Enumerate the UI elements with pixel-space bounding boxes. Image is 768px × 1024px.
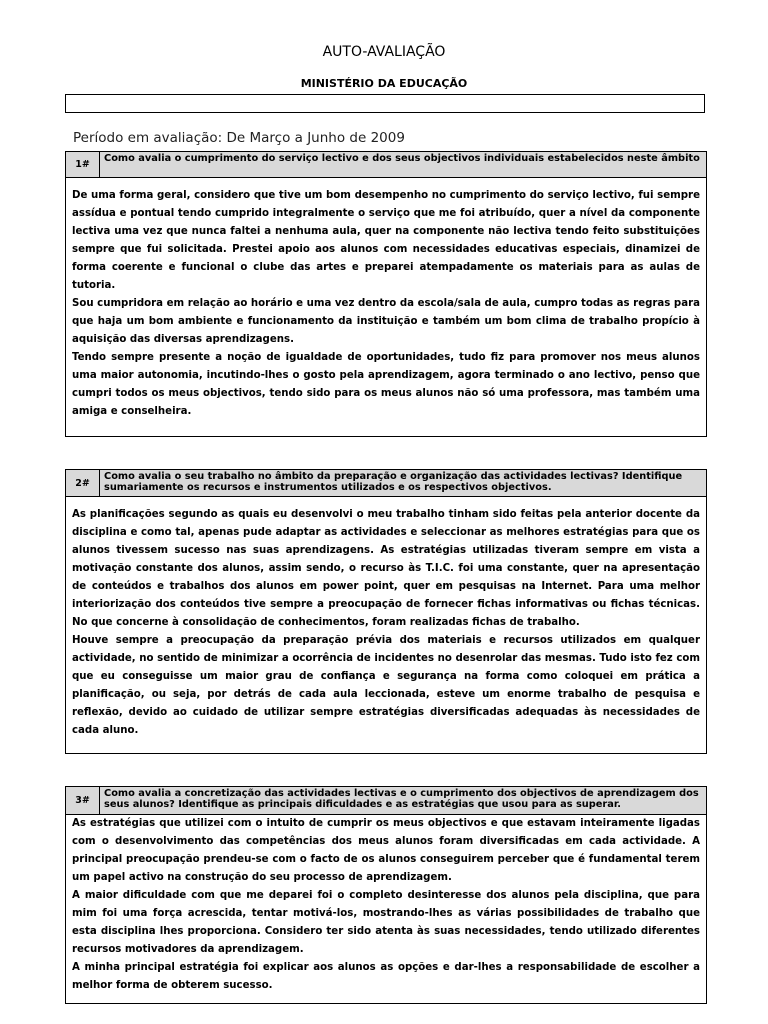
answer-paragraph: Houve sempre a preocupação da preparação prévia dos materiais e recursos utilizados em qualquer actividade, no sentido de minimizar a ocorrência de incidentes no desenrolar das mesmas. Tudo isto fez com que eu conseguisse um maior grau de confiança e segurança na forma como coloquei em prática a planificação, ou seja, por detrás de cada aula leccionada, esteve um enorme trabalho de pesquisa e reflexão, devido ao cuidado de utilizar sempre estratégias diversificadas adequadas às necessidades de cada aluno.	[72, 635, 700, 736]
section-1	[65, 151, 707, 437]
ministry-heading: MINISTÉRIO DA EDUCAÇÃO	[300, 77, 468, 90]
question-header	[66, 787, 706, 815]
question-text: Como avalia a concretização das actividades lectivas e o cumprimento dos objectivos de aprendizagem dos seus alunos? Identifique as principais dificuldades e as estratégias que usou para as superar.	[104, 788, 699, 810]
answer-paragraph: De uma forma geral, considero que tive um bom desempenho no cumprimento do serviço lectivo, fui sempre assídua e pontual tendo cumprido integralmente o serviço que me foi atribuído, quer a nível da componente lectiva uma vez que nunca faltei a nenhuma aula, quer na componente não lectiva tendo feito substituições sempre que fui solicitada. Prestei apoio aos alunos com necessidades educativas especiais, dinamizei de forma coerente e funcional o clube das artes e preparei atempadamente os materiais para as aulas de tutoria.	[72, 190, 700, 291]
name-field-box[interactable]	[65, 94, 705, 113]
answer-text	[66, 815, 706, 995]
answer-paragraph: Tendo sempre presente a noção de igualdade de oportunidades, tudo fiz para promover nos meus alunos uma maior autonomia, incutindo-lhes o gosto pela aprendizagem, agora terminado o ano lectivo, penso que cumpri todos os meus objectivos, tendo sido para os meus alunos não só uma professora, mas também uma amiga e conselheira.	[72, 352, 700, 417]
question-number: 3#	[66, 787, 100, 814]
evaluation-period: Período em avaliação: De Março a Junho de 2009	[73, 130, 405, 146]
answer-paragraph: A minha principal estratégia foi explicar aos alunos as opções e dar-lhes a responsabilidade de escolher a melhor forma de obterem sucesso.	[72, 962, 700, 991]
question-number: 1#	[66, 152, 100, 177]
answer-text	[66, 178, 706, 421]
question-header	[66, 152, 706, 178]
document-title: AUTO-AVALIAÇÃO	[322, 44, 446, 60]
section-3	[65, 786, 707, 1004]
answer-paragraph: As planificações segundo as quais eu desenvolvi o meu trabalho tinham sido feitas pela anterior docente da disciplina e como tal, apenas pude adaptar as actividades e seleccionar as melhores estratégias para que os alunos tivessem sucesso nas suas aprendizagens. As estratégias utilizadas tiveram sempre em vista a motivação constante dos alunos, assim sendo, o recurso às T.I.C. foi uma constante, quer na apresentação de conteúdos e trabalhos dos alunos em power point, quer em pesquisas na Internet. Para uma melhor interiorização dos conteúdos tive sempre a preocupação de fornecer fichas informativas ou fichas técnicas. No que concerne à consolidação de conhecimentos, foram realizadas fichas de trabalho.	[72, 509, 700, 628]
section-2	[65, 469, 707, 754]
answer-text	[66, 497, 706, 740]
answer-paragraph: As estratégias que utilizei com o intuito de cumprir os meus objectivos e que estavam inteiramente ligadas com o desenvolvimento das competências dos meus alunos foram diversificadas em cada actividade. A principal preocupação prendeu-se com o facto de os alunos conseguirem perceber que é fundamental terem um papel activo na construção do seu processo de aprendizagem.	[72, 818, 700, 883]
question-header	[66, 470, 706, 497]
answer-paragraph: A maior dificuldade com que me deparei foi o completo desinteresse dos alunos pela disciplina, que para mim foi uma força acrescida, tentar motivá-los, mostrando-lhes as várias possibilidades de trabalho que esta disciplina lhes proporciona. Considero ter sido atenta às suas necessidades, tendo utilizado diferentes recursos motivadores da aprendizagem.	[72, 890, 700, 955]
answer-paragraph: Sou cumpridora em relação ao horário e uma vez dentro da escola/sala de aula, cumpro todas as regras para que haja um bom ambiente e funcionamento da instituição e também um bom clima de trabalho propício à aquisição das diversas aprendizagens.	[72, 298, 700, 345]
question-text: Como avalia o seu trabalho no âmbito da preparação e organização das actividades lectivas? Identifique sumariamente os recursos e instrumentos utilizados e os respectivos objectivos.	[104, 471, 683, 493]
question-text: Como avalia o cumprimento do serviço lectivo e dos seus objectivos individuais estabelecidos neste âmbito	[104, 153, 700, 164]
question-number: 2#	[66, 470, 100, 496]
